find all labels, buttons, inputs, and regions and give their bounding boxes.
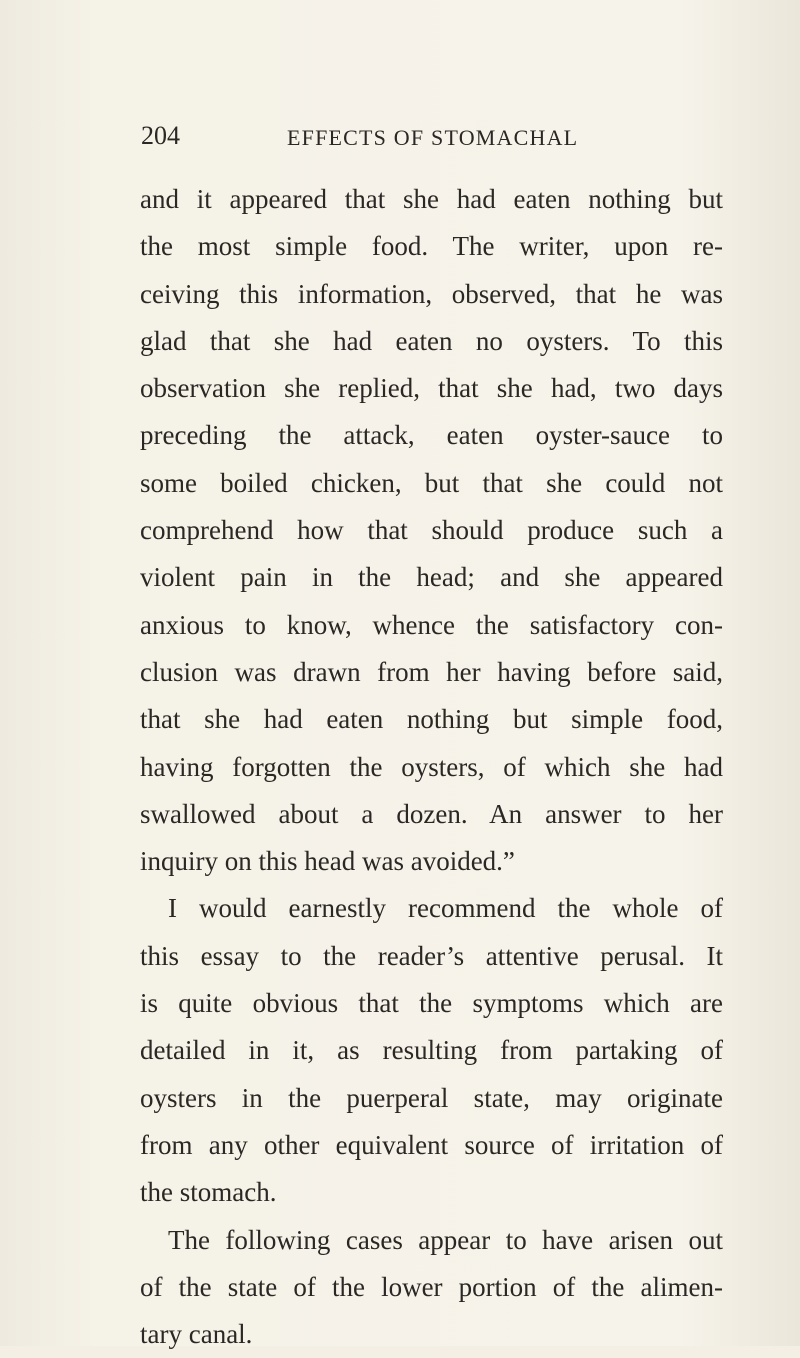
running-title: EFFECTS OF STOMACHAL (287, 125, 579, 150)
text-line: comprehend how that should produce such a (140, 515, 723, 546)
text-line: having forgotten the oysters, of which she had (140, 751, 723, 782)
text-line: violent pain in the head; and she appeared (140, 562, 723, 593)
text-line: detailed in it, as resulting from partaking of (140, 1035, 723, 1066)
text-line: and it appeared that she had eaten nothing but (140, 184, 723, 214)
text-line: is quite obvious that the symptoms which are (140, 988, 723, 1019)
text-line: some boiled chicken, but that she could not (140, 467, 723, 498)
text-line: preceding the attack, eaten oyster-sauce to (140, 420, 723, 451)
running-head (141, 121, 581, 161)
text-line: of the state of the lower portion of the alimen- (140, 1271, 723, 1302)
text-line: tary canal. (140, 1319, 253, 1350)
text-line: The following cases appear to have arisen out (168, 1224, 723, 1255)
text-line: observation she replied, that she had, two days (140, 373, 723, 404)
body-text (140, 176, 723, 1358)
text-line: glad that she had eaten no oysters. To this (140, 325, 723, 356)
text-line: anxious to know, whence the satisfactory con- (140, 609, 723, 640)
text-line: this essay to the reader’s attentive perusal. It (140, 940, 723, 971)
text-line: the stomach. (140, 1177, 277, 1208)
text-line: inquiry on this head was avoided.” (140, 846, 515, 877)
text-line: that she had eaten nothing but simple food, (140, 704, 723, 735)
page-number: 204 (141, 121, 180, 150)
text-line: the most simple food. The writer, upon re- (140, 231, 723, 262)
text-line: ceiving this information, observed, that he was (140, 278, 723, 309)
text-line: clusion was drawn from her having before said, (140, 656, 723, 687)
text-line: swallowed about a dozen. An answer to her (140, 798, 723, 829)
text-line: I would earnestly recommend the whole of (168, 893, 723, 924)
text-line: from any other equivalent source of irritation of (140, 1129, 723, 1160)
text-line: oysters in the puerperal state, may originate (140, 1082, 723, 1113)
